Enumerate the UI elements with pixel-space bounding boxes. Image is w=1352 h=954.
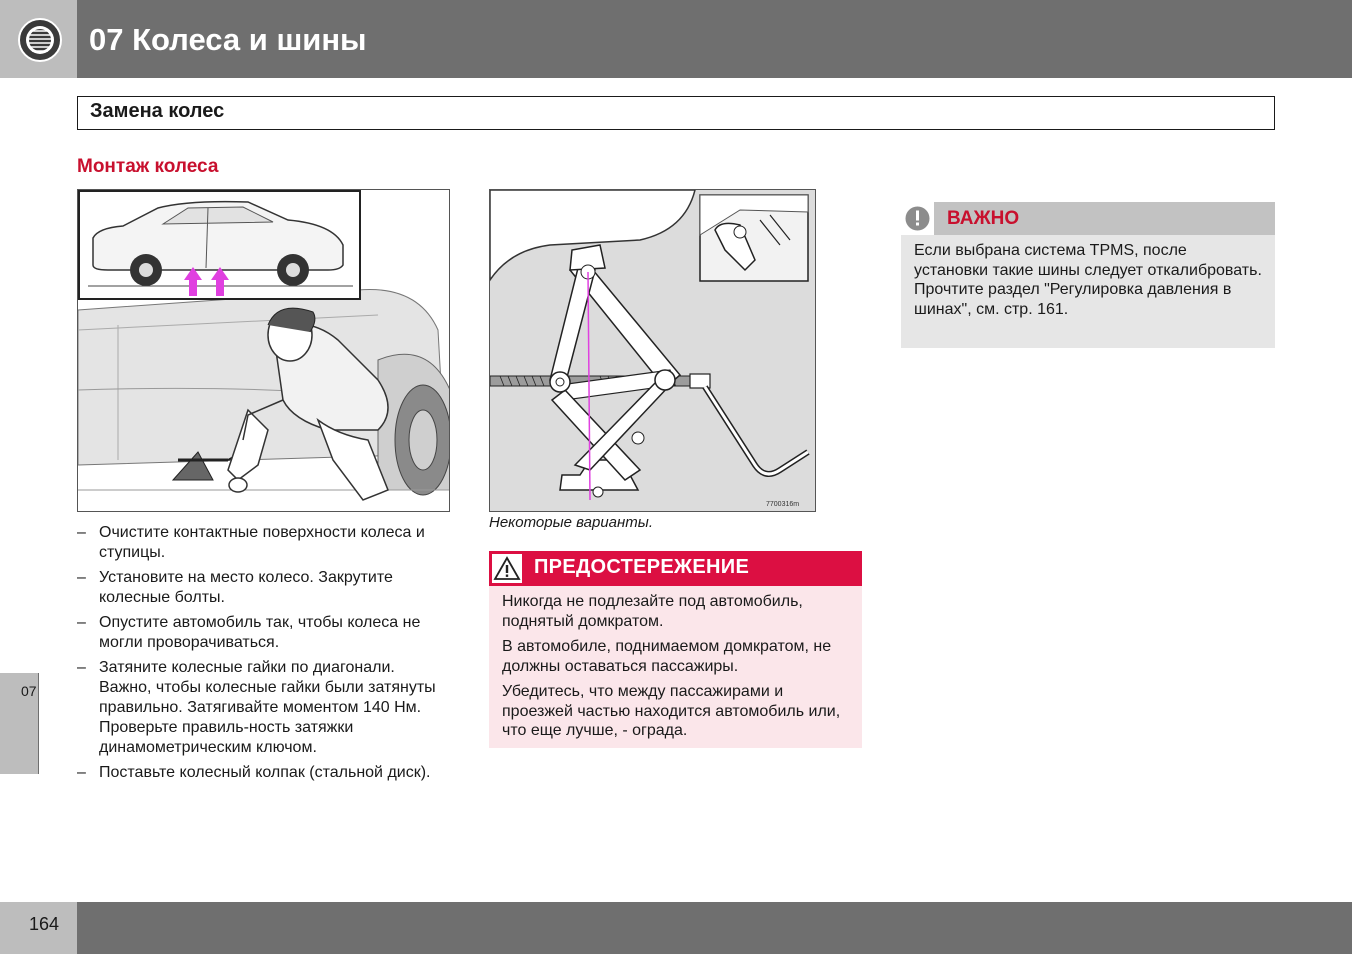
important-header <box>901 202 1275 235</box>
figure-code: 7700316m <box>766 501 800 508</box>
list-item: – Установите на место колесо. Закрутите колесные болты. <box>77 568 449 608</box>
important-body: Если выбрана система TPMS, после установки такие шины следует откалибровать. Прочтите раздел "Регулировка давления в шинах", см. стр. 161. <box>914 242 1262 318</box>
warning-box <box>489 551 862 748</box>
warning-paragraph: В автомобиле, поднимаемом домкратом, не должны оставаться пассажиры. <box>502 638 832 675</box>
important-box <box>901 202 1275 348</box>
warning-paragraph: Убедитесь, что между пассажирами и проезжей частью находится автомобиль или, что еще лучше, - ограда. <box>502 683 841 739</box>
list-item: – Опустите автомобиль так, чтобы колеса не могли проворачиваться. <box>77 613 449 653</box>
list-item: – Поставьте колесный колпак (стальной диск). <box>77 763 449 783</box>
warning-title: ПРЕДОСТЕРЕЖЕНИЕ <box>534 556 750 578</box>
instruction-steps <box>77 523 449 788</box>
chapter-title: 07 Колеса и шины <box>89 22 367 57</box>
list-item: – Затяните колесные гайки по диагонали. Важно, чтобы колесные гайки были затянуты правильно. Затягивайте моментом 140 Нм. Проверьте правиль-ность затяжки динамометрическим ключом. <box>77 658 449 758</box>
chapter-icon-box <box>0 0 77 78</box>
warning-triangle-icon <box>492 554 522 583</box>
list-item: – Очистите контактные поверхности колеса и ступицы. <box>77 523 449 563</box>
page-number: 164 <box>29 914 60 934</box>
tire-icon <box>17 17 63 63</box>
figure-scissor-jack <box>489 189 816 512</box>
section-title-box <box>77 96 1275 130</box>
figure-caption: Некоторые варианты. <box>489 514 653 531</box>
page-footer <box>0 902 1352 954</box>
important-title: ВАЖНО <box>947 208 1020 229</box>
warning-body <box>502 592 857 747</box>
scissor-jack-illustration <box>490 190 816 512</box>
section-title: Замена колес <box>90 100 225 122</box>
chapter-side-tab-number: 07 <box>21 683 37 699</box>
subheading: Монтаж колеса <box>77 156 219 177</box>
mechanic-jack-illustration <box>78 190 450 512</box>
exclamation-circle-icon <box>901 202 934 235</box>
figure-mechanic-jack <box>77 189 450 512</box>
warning-paragraph: Никогда не подлезайте под автомобиль, поднятый домкратом. <box>502 593 803 630</box>
warning-header <box>489 551 862 586</box>
